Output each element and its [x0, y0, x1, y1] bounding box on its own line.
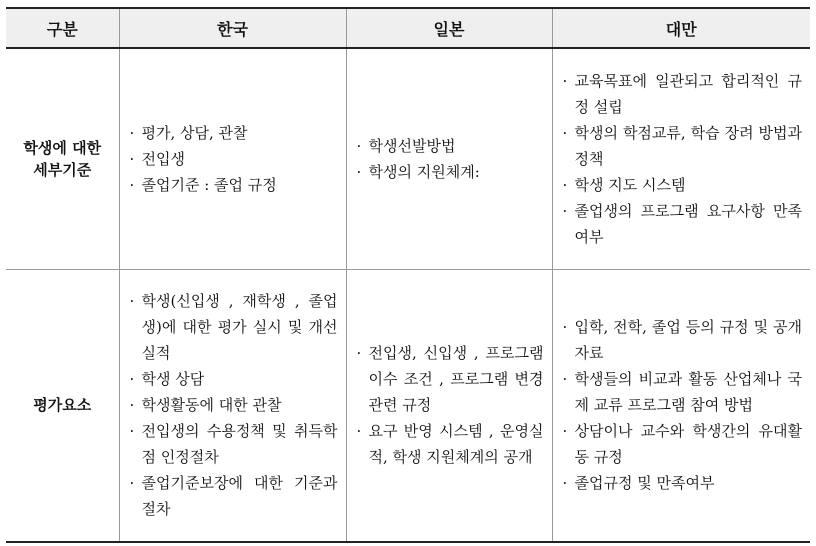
header-korea: 한국 [119, 8, 346, 48]
list-item: · 교육목표에 일관되고 합리적인 규정 설립 [563, 68, 803, 120]
list-item: · 학생 상담 [130, 366, 338, 392]
row-label-line: 평가요소 [33, 396, 92, 415]
taiwan-cell [552, 269, 810, 542]
row-label [6, 269, 119, 542]
korea-cell [119, 48, 346, 269]
list-item: · 입학, 전학, 졸업 등의 규정 및 공개 자료 [563, 314, 803, 366]
japan-list [347, 133, 552, 185]
list-item: · 학생의 지원체계: [357, 159, 544, 185]
taiwan-cell [552, 48, 810, 269]
comparison-table [6, 7, 810, 543]
row-label-line: 학생에 대한 [23, 138, 102, 157]
japan-list [347, 340, 552, 470]
header-taiwan: 대만 [552, 8, 810, 48]
taiwan-list [553, 314, 811, 496]
header-japan: 일본 [346, 8, 552, 48]
list-item: · 졸업기준 : 졸업 규정 [130, 172, 338, 198]
table-row [6, 269, 810, 542]
korea-list [120, 120, 346, 198]
list-item: · 학생(신입생 , 재학생 , 졸업생)에 대한 평가 실시 및 개선 실적 [130, 288, 338, 366]
japan-cell [346, 48, 552, 269]
list-item: · 졸업기준보장에 대한 기준과 절차 [130, 470, 338, 522]
row-label-line: 세부기준 [33, 160, 92, 179]
taiwan-list [553, 68, 811, 250]
korea-cell [119, 269, 346, 542]
list-item: · 요구 반영 시스템 , 운영실적, 학생 지원체계의 공개 [357, 418, 544, 470]
list-item: · 평가, 상담, 관찰 [130, 120, 338, 146]
japan-cell [346, 269, 552, 542]
list-item: · 학생 지도 시스템 [563, 172, 803, 198]
row-label [6, 48, 119, 269]
korea-list [120, 288, 346, 522]
list-item: · 전입생의 수용정책 및 취득학점 인정절차 [130, 418, 338, 470]
list-item: · 졸업규정 및 만족여부 [563, 470, 803, 496]
list-item: · 학생활동에 대한 관찰 [130, 392, 338, 418]
list-item: · 학생들의 비교과 활동 산업체나 국제 교류 프로그램 참여 방법 [563, 366, 803, 418]
list-item: · 학생선발방법 [357, 133, 544, 159]
header-category: 구분 [6, 8, 119, 48]
table-row [6, 48, 810, 269]
header-row [6, 8, 810, 48]
list-item: · 졸업생의 프로그램 요구사항 만족 여부 [563, 198, 803, 250]
list-item: · 전입생 [130, 146, 338, 172]
list-item: · 학생의 학점교류, 학습 장려 방법과 정책 [563, 120, 803, 172]
list-item: · 전입생, 신입생 , 프로그램 이수 조건 , 프로그램 변경관련 규정 [357, 340, 544, 418]
list-item: · 상담이나 교수와 학생간의 유대활동 규정 [563, 418, 803, 470]
